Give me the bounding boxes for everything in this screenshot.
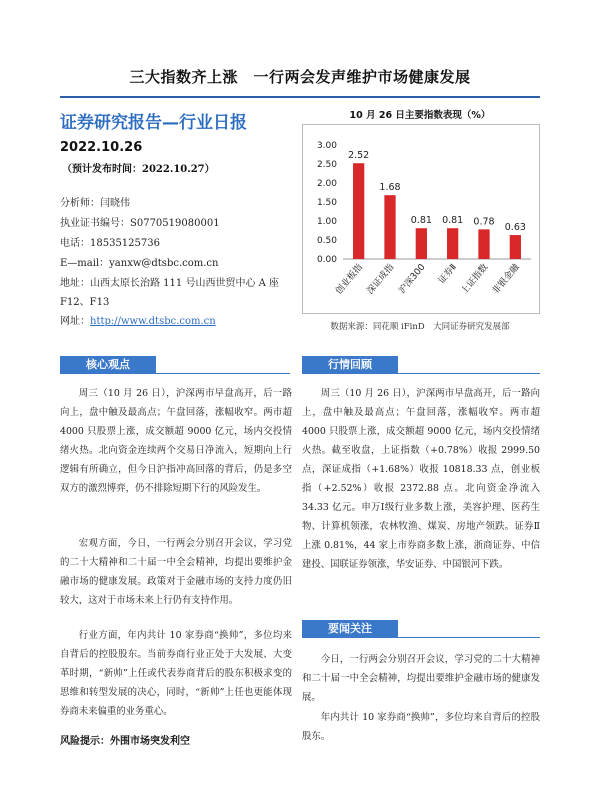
phone-number: 电话：18535125736 [60, 238, 160, 249]
y-tick-label: 0.50 [316, 236, 337, 246]
report-date: 2022.10.26 [60, 140, 143, 155]
data-label: 0.78 [473, 216, 495, 228]
x-tick-label: 沪深300 [397, 262, 428, 296]
x-tick-label: 深证成指 [365, 262, 397, 297]
risk-warning: 风险提示：外围市场突发利空 [60, 736, 190, 747]
website-link[interactable]: http://www.dtsbc.com.cn [90, 316, 216, 327]
publish-time: （预计发布时间：2022.10.27） [62, 164, 215, 175]
section-news: 要闻关注 [302, 620, 398, 637]
data-label: 0.63 [504, 222, 526, 234]
address-line-1: 地址：山西太原长治路 111 号山西世贸中心 A 座 [60, 278, 280, 289]
address-line-2: F12、F13 [60, 297, 110, 308]
website [60, 312, 216, 327]
section-market-rule [302, 373, 540, 374]
bar-1 [353, 163, 364, 259]
bar-4 [447, 228, 458, 259]
y-tick-label: 1.50 [316, 198, 337, 208]
x-tick-label: 证券Ⅱ [436, 262, 459, 287]
bar-2 [384, 195, 395, 259]
license-number: 执业证书编号：S0770519080001 [60, 218, 220, 229]
chart-title: 10 月 26 日主要指数表现（%） [349, 110, 491, 121]
website-label: 网址： [60, 316, 90, 327]
data-label: 0.81 [410, 215, 432, 227]
index-performance-chart [303, 125, 541, 315]
bar-6 [510, 235, 521, 259]
y-tick-label: 3.00 [316, 141, 337, 151]
y-tick-label: 0.00 [316, 255, 337, 265]
data-label: 1.68 [379, 182, 401, 194]
chart-frame [302, 124, 540, 314]
data-label: 2.52 [348, 150, 370, 162]
report-title: 证券研究报告—行业日报 [60, 113, 247, 133]
news-paragraph-1: 今日，一行两会分别召开会议，学习党的二十大精神和二十届一中全会精神，均提出要维护金融市场的健康发展。 [302, 654, 540, 703]
section-core-view: 核心观点 [60, 356, 156, 373]
header-divider [60, 96, 540, 98]
core-paragraph-3: 行业方面，年内共计 10 家券商“换帅”，多位均来自背后的控股股东。当前券商行业正处于大发展、大变革时期，“新帅”上任或代表券商背后的股东积极求变的思维和转型发展的决心，同时，“新帅”上任也更能体现券商未来偏重的业务重心。 [60, 630, 292, 717]
news-paragraph-2: 年内共计 10 家券商“换帅”，多位均来自背后的控股股东。 [302, 712, 540, 742]
section-core-rule [60, 373, 290, 374]
y-tick-label: 1.00 [316, 217, 337, 227]
core-paragraph-1: 周三（10 月 26 日），沪深两市早盘高开，后一路向上，盘中触及最高点；午盘回落，涨幅收窄。两市超 4000 只股票上涨，成交额超 9000 亿元，场内交投情绪火热。北向资金连续两个交易日净流入，短期向上行逻辑有所确立，但今日沪指冲高回落的背后，仍是多空双方的激烈博弈，仍不排除短期下行的风险发生。 [60, 388, 292, 494]
x-tick-label: 上证指数 [459, 262, 491, 297]
y-tick-label: 2.50 [316, 160, 337, 170]
y-tick-label: 2.00 [316, 179, 337, 189]
section-market-review: 行情回顾 [302, 356, 398, 373]
market-paragraph: 周三（10 月 26 日），沪深两市早盘高开，后一路向上，盘中触及最高点；午盘回落，涨幅收窄。两市超 4000 只股票上涨，成交额超 9000 亿元，场内交投情绪火热。截至收盘，上证指数（+0.78%）收报 2999.50 点，深证成指（+1.68%）收报 10818.33 点，创业板指（+2.52%）收报 2372.88 点。北向资金净流入 34.33 亿元。申万Ⅰ级行业多数上涨，美容护理、医药生物、计算机领涨，农林牧渔、煤炭、房地产领跌。证券Ⅱ上涨 0.81%，44 家上市券商多数上涨，浙商证券、中信建投、国联证券领涨，华安证券、中国银河下跌。 [302, 388, 540, 570]
email-address: E—mail：yanxw@dtsbc.com.cn [60, 258, 219, 269]
x-tick-label: 非银金融 [490, 262, 522, 297]
bar-3 [416, 228, 427, 259]
headline: 三大指数齐上涨 一行两会发声维护市场健康发展 [129, 68, 471, 86]
x-tick-label: 创业板指 [334, 262, 365, 297]
section-news-rule [302, 637, 540, 638]
data-label: 0.81 [442, 215, 464, 227]
core-paragraph-2: 宏观方面，今日，一行两会分别召开会议，学习党的二十大精神和二十届一中全会精神，均提出要维护金融市场的健康发展。政策对于金融市场的支持力度仍旧较大，这对于市场未来上行仍有支持作用。 [60, 538, 292, 606]
analyst-name: 分析师：闫晓伟 [60, 198, 130, 209]
bar-5 [478, 229, 489, 259]
chart-source: 数据来源：同花顺 iFinD 大同证券研究发展部 [330, 322, 510, 332]
